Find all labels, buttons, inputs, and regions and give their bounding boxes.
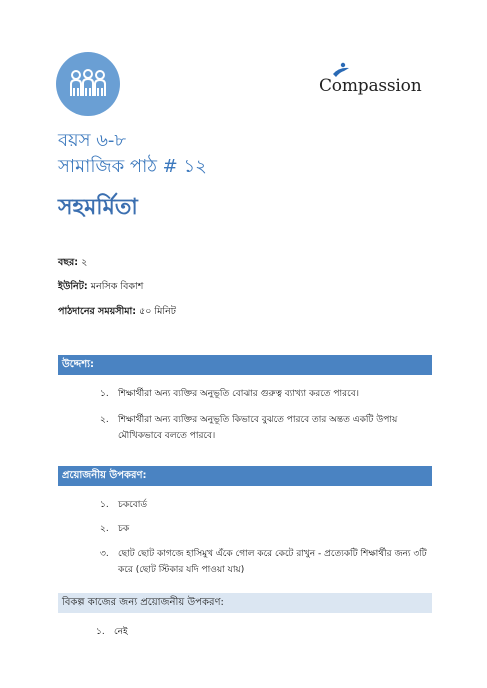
list-text: নেই <box>114 627 128 637</box>
list-item <box>100 412 430 444</box>
list-text: চকবোর্ড <box>118 500 148 510</box>
page-title: সহমর্মিতা <box>58 195 138 220</box>
list-number: ১. <box>100 389 109 399</box>
age-range: বয়স ৬-৮ <box>58 130 127 151</box>
lesson-number: সামাজিক পাঠ # ১২ <box>58 156 207 177</box>
list-number: ১. <box>96 627 105 637</box>
year-label: বছর: <box>58 257 79 268</box>
time-label: পাঠদানের সময়সীমা: <box>58 306 137 317</box>
list-number: ২. <box>100 415 109 425</box>
brand-name: Compassion <box>319 76 422 96</box>
list-item <box>100 521 430 537</box>
list-text: শিক্ষার্থীরা অন্য ব্যক্তির অনুভূতি কিভাবে বুঝতে পারবে তার অন্তত একটি উপায় মৌখিকভাবে বলতে পারবে। <box>118 415 398 441</box>
list-item <box>96 624 426 640</box>
list-number: ৩. <box>100 549 109 559</box>
meta-unit <box>58 280 143 295</box>
children-logo-icon <box>56 52 120 116</box>
list-text: চক <box>118 524 130 534</box>
list-number: ১. <box>100 500 109 510</box>
unit-label: ইউনিট: <box>58 281 88 292</box>
list-text: ছোট ছোট কাগজে হাসিমুখ এঁকে গোল করে কেটে রাখুন - প্রত্যেকটি শিক্ষার্থীর জন্য ৩টি করে (ছোট স্টিকার যদি পাওয়া যায়) <box>118 549 427 575</box>
time-value: ৫০ মিনিট <box>139 306 176 317</box>
list-item <box>100 546 430 578</box>
year-value: ২ <box>81 257 88 268</box>
alt-materials-heading: বিকল্প কাজের জন্য প্রয়োজনীয় উপকরণ: <box>58 593 432 613</box>
list-item <box>100 386 430 402</box>
compassion-brand <box>319 62 429 102</box>
meta-year <box>58 256 87 271</box>
objectives-heading: উদ্দেশ্য: <box>58 355 432 375</box>
list-item <box>100 497 430 513</box>
list-number: ২. <box>100 524 109 534</box>
unit-value: মনসিক বিকাশ <box>90 281 144 292</box>
meta-time <box>58 305 176 320</box>
materials-heading: প্রয়োজনীয় উপকরণ: <box>58 466 432 486</box>
list-text: শিক্ষার্থীরা অন্য ব্যক্তির অনুভূতি বোঝার গুরুত্ব ব্যাখ্যা করতে পারবে। <box>118 389 359 399</box>
